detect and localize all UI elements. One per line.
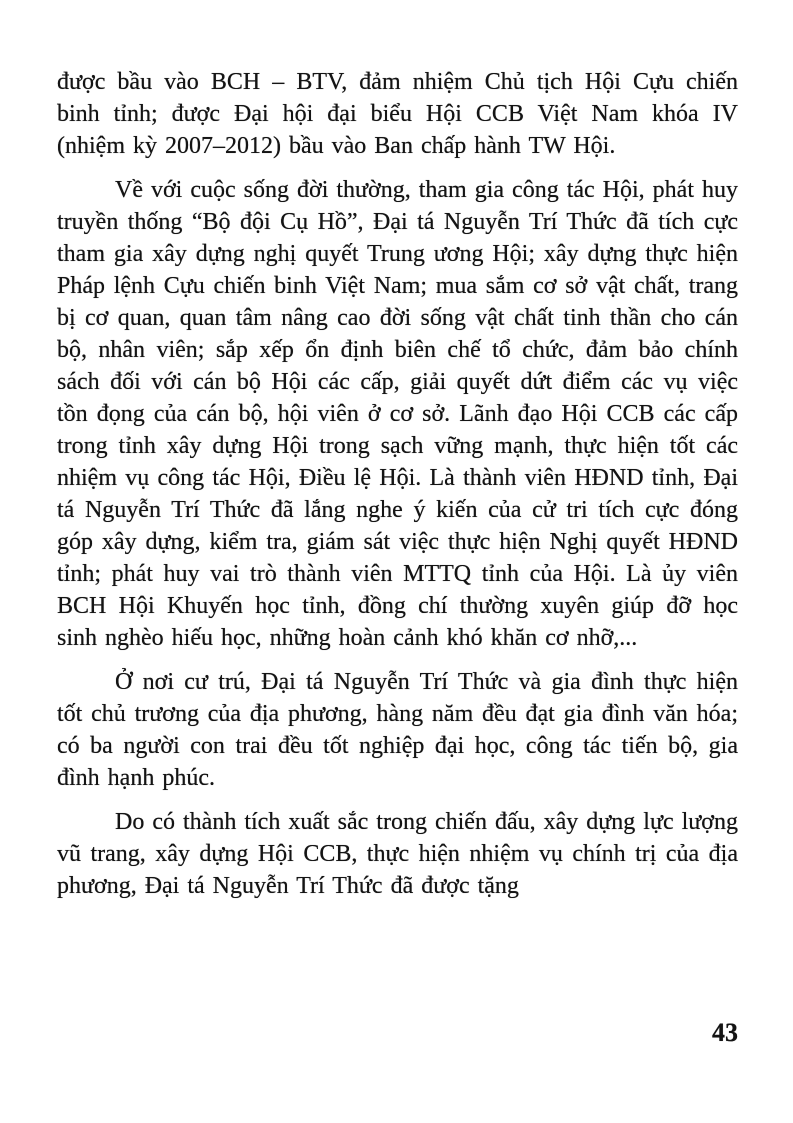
- page-number: 43: [712, 1018, 738, 1047]
- paragraph: được bầu vào BCH – BTV, đảm nhiệm Chủ tịch Hội Cựu chiến binh tỉnh; được Đại hội đại biểu Hội CCB Việt Nam khóa IV (nhiệm kỳ 2007–2012) bầu vào Ban chấp hành TW Hội.: [57, 69, 738, 159]
- body-text: [57, 66, 738, 914]
- paragraph: Do có thành tích xuất sắc trong chiến đấu, xây dựng lực lượng vũ trang, xây dựng Hội CCB, thực hiện nhiệm vụ chính trị của địa phương, Đại tá Nguyễn Trí Thức đã được tặng: [57, 809, 738, 899]
- paragraph: Ở nơi cư trú, Đại tá Nguyễn Trí Thức và gia đình thực hiện tốt chủ trương của địa phương, hàng năm đều đạt gia đình văn hóa; có ba người con trai đều tốt nghiệp đại học, công tác tiến bộ, gia đình hạnh phúc.: [57, 669, 738, 791]
- paragraph: Về với cuộc sống đời thường, tham gia công tác Hội, phát huy truyền thống “Bộ đội Cụ Hồ”, Đại tá Nguyễn Trí Thức đã tích cực tham gia xây dựng nghị quyết Trung ương Hội; xây dựng thực hiện Pháp lệnh Cựu chiến binh Việt Nam; mua sắm cơ sở vật chất, trang bị cơ quan, quan tâm nâng cao đời sống vật chất tinh thần cho cán bộ, nhân viên; sắp xếp ổn định biên chế tổ chức, đảm bảo chính sách đối với cán bộ Hội các cấp, giải quyết dứt điểm các vụ việc tồn đọng của cán bộ, hội viên ở cơ sở. Lãnh đạo Hội CCB các cấp trong tỉnh xây dựng Hội trong sạch vững mạnh, thực hiện tốt các nhiệm vụ công tác Hội, Điều lệ Hội. Là thành viên HĐND tỉnh, Đại tá Nguyễn Trí Thức đã lắng nghe ý kiến của cử tri tích cực đóng góp xây dựng, kiểm tra, giám sát việc thực hiện Nghị quyết HĐND tỉnh; phát huy vai trò thành viên MTTQ tỉnh của Hội. Là ủy viên BCH Hội Khuyến học tỉnh, đồng chí thường xuyên giúp đỡ học sinh nghèo hiếu học, những hoàn cảnh khó khăn cơ nhỡ,...: [57, 177, 738, 651]
